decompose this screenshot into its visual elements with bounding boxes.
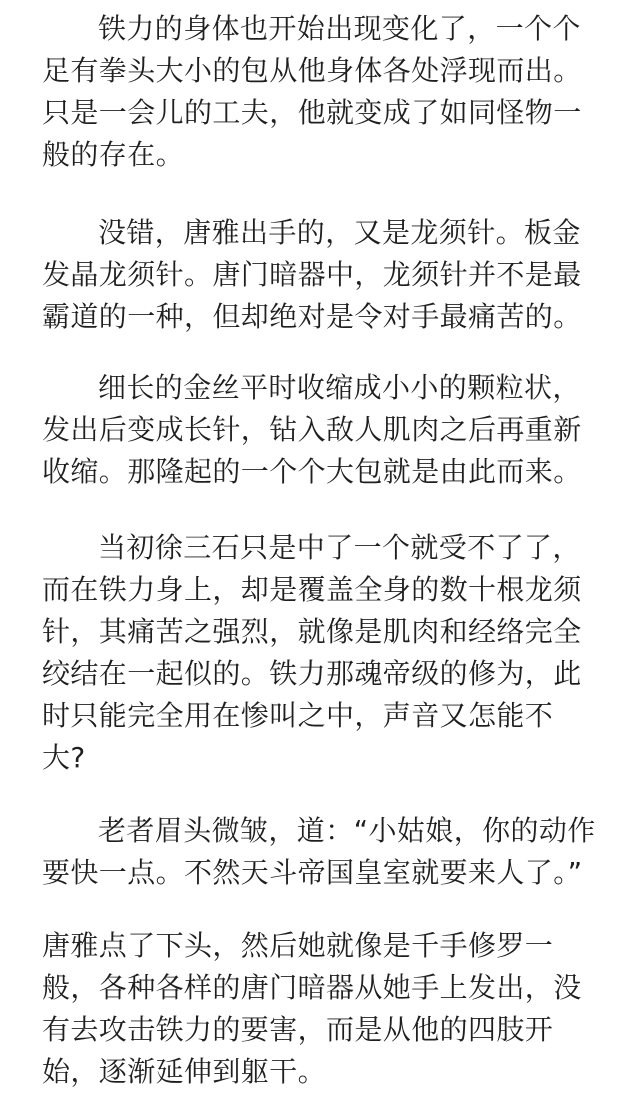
text-line: 没错，唐雅出手的，又是龙须针。板金 <box>98 216 581 249</box>
text-line: 般的存在。 <box>42 138 185 171</box>
text-line: 绞结在一起似的。铁力那魂帝级的修为，此 <box>42 657 582 690</box>
text-line: 时只能完全用在惨叫之中，声音又怎能不 <box>42 699 554 732</box>
text-line: 当初徐三石只是中了一个就受不了了， <box>98 531 581 564</box>
text-line: 发出后变成长针，钻入敌人肌肉之后再重新 <box>42 413 582 446</box>
paragraph-1 <box>42 8 612 176</box>
text-line: 针，其痛苦之强烈，就像是肌肉和经络完全 <box>42 615 582 648</box>
text-line: 般，各种各样的唐门暗器从她手上发出，没 <box>42 971 582 1004</box>
text-line: 收缩。那隆起的一个个大包就是由此而来。 <box>42 455 582 488</box>
text-line: 而在铁力身上，却是覆盖全身的数十根龙须 <box>42 573 582 606</box>
paragraph-4 <box>42 527 612 779</box>
paragraph-5 <box>42 810 612 894</box>
text-line: 老者眉头微皱，道：“小姑娘，你的动作 <box>98 814 596 847</box>
paragraph-2 <box>42 212 612 338</box>
text-line: 霸道的一种，但却绝对是令对手最痛苦的。 <box>42 300 582 333</box>
text-line: 只是一会儿的工夫，他就变成了如同怪物一 <box>42 96 582 129</box>
text-line: 细长的金丝平时收缩成小小的颗粒状， <box>98 371 581 404</box>
text-line: 铁力的身体也开始出现变化了，一个个 <box>98 12 581 45</box>
text-line: 有去攻击铁力的要害，而是从他的四肢开 <box>42 1013 554 1046</box>
text-line: 要快一点。不然天斗帝国皇室就要来人了。” <box>42 856 583 889</box>
paragraph-3 <box>42 367 612 493</box>
text-line: 足有拳头大小的包从他身体各处浮现而出。 <box>42 54 582 87</box>
paragraph-6 <box>42 925 612 1093</box>
text-line: 唐雅点了下头，然后她就像是千手修罗一 <box>42 929 554 962</box>
text-line: 始，逐渐延伸到躯干。 <box>42 1055 327 1088</box>
text-line: 发晶龙须针。唐门暗器中，龙须针并不是最 <box>42 258 582 291</box>
text-line: 大? <box>42 741 86 774</box>
